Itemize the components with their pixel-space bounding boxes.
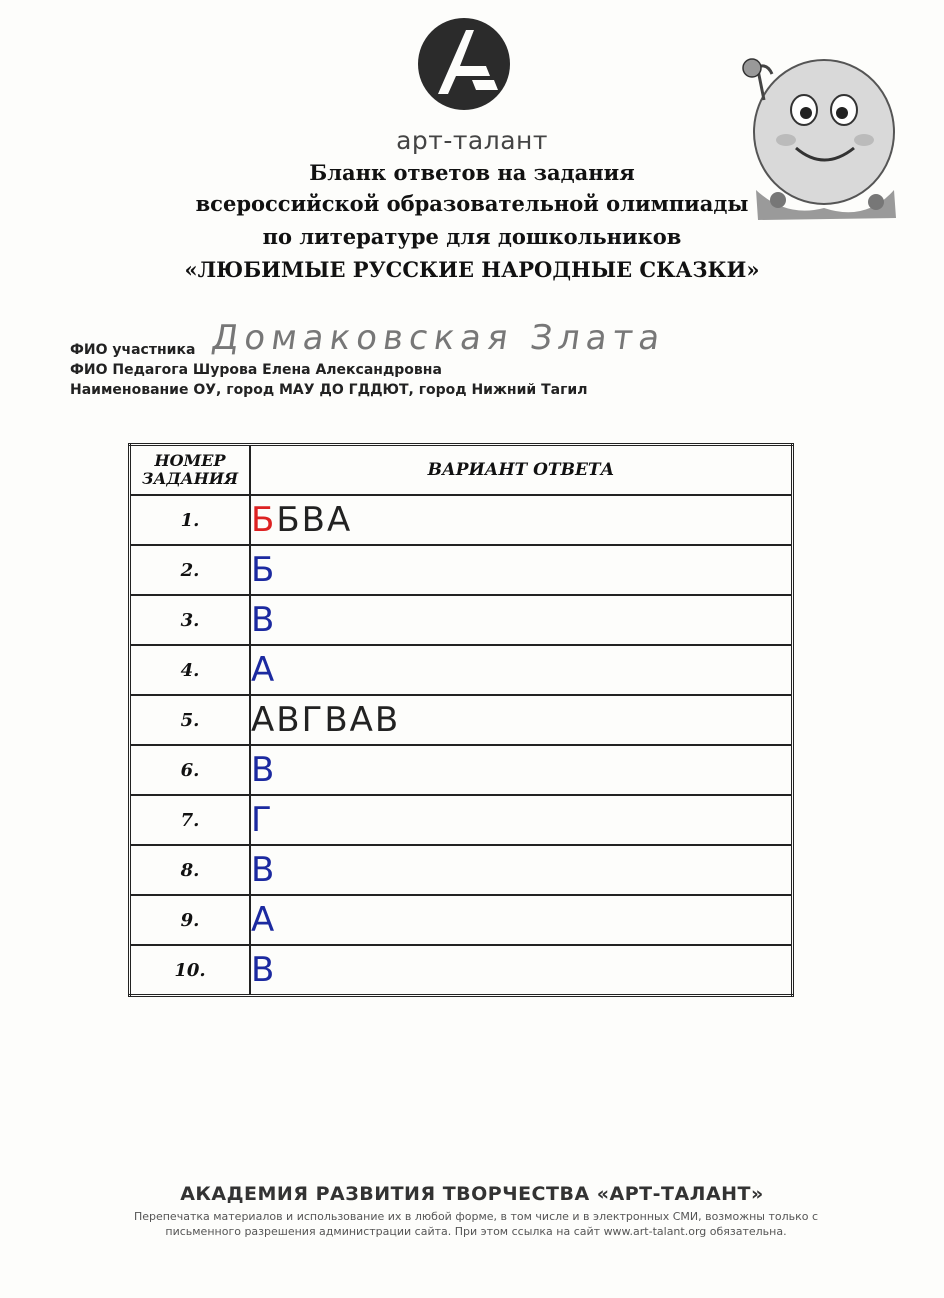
participant-name: Домаковская Злата	[209, 318, 669, 358]
answer-text: БВА	[276, 500, 353, 540]
school-line: Наименование ОУ, город МАУ ДО ГДДЮТ, город Нижний Тагил	[70, 382, 588, 398]
teacher-line: ФИО Педагога Шурова Елена Александровна	[70, 362, 442, 378]
task-number: 6.	[130, 745, 251, 795]
footer-note: Перепечатка материалов и использование их в любой форме, в том числе и в электронных СМИ, возможны только с письменного разрешения администрации сайта. При этом ссылка на сайт www.art-talant.org обязательна.	[133, 1210, 819, 1238]
answer-cell: Б	[250, 545, 793, 595]
answer-cell: А	[250, 645, 793, 695]
art-talant-logo	[416, 16, 512, 112]
answers-table	[128, 443, 794, 997]
footer-title: АКАДЕМИЯ РАЗВИТИЯ ТВОРЧЕСТВА «АРТ-ТАЛАНТ»	[180, 1183, 764, 1205]
answer-cell: В	[250, 745, 793, 795]
task-number: 1.	[130, 495, 251, 545]
task-number: 5.	[130, 695, 251, 745]
table-row	[130, 945, 793, 996]
header-answer: ВАРИАНТ ОТВЕТА	[250, 445, 793, 496]
answer-cell: В	[250, 595, 793, 645]
task-number: 8.	[130, 845, 251, 895]
table-row	[130, 595, 793, 645]
answer-cell	[250, 495, 793, 545]
table-header-row	[130, 445, 793, 496]
task-number: 3.	[130, 595, 251, 645]
form-title-line-4: «ЛЮБИМЫЕ РУССКИЕ НАРОДНЫЕ СКАЗКИ»	[184, 257, 760, 282]
table-row	[130, 895, 793, 945]
task-number: 2.	[130, 545, 251, 595]
answer-cell: В	[250, 945, 793, 996]
task-number: 9.	[130, 895, 251, 945]
answer-cell: Г	[250, 795, 793, 845]
corrected-answer-mark: Б	[251, 500, 277, 540]
task-number: 4.	[130, 645, 251, 695]
brand-name: арт-талант	[396, 126, 548, 155]
task-number: 10.	[130, 945, 251, 996]
answer-cell: В	[250, 845, 793, 895]
header-number: НОМЕР ЗАДАНИЯ	[130, 445, 251, 496]
table-row	[130, 845, 793, 895]
table-row	[130, 495, 793, 545]
table-row	[130, 695, 793, 745]
form-title-line-2: всероссийской образовательной олимпиады	[195, 191, 749, 216]
table-row	[130, 745, 793, 795]
participant-label: ФИО участника	[70, 342, 196, 358]
answer-cell: АВГВАВ	[250, 695, 793, 745]
form-title-line-1: Бланк ответов на задания	[309, 160, 635, 185]
table-row	[130, 545, 793, 595]
answer-cell: А	[250, 895, 793, 945]
table-row	[130, 795, 793, 845]
form-title-line-3: по литературе для дошкольников	[262, 224, 682, 249]
task-number: 7.	[130, 795, 251, 845]
table-row	[130, 645, 793, 695]
